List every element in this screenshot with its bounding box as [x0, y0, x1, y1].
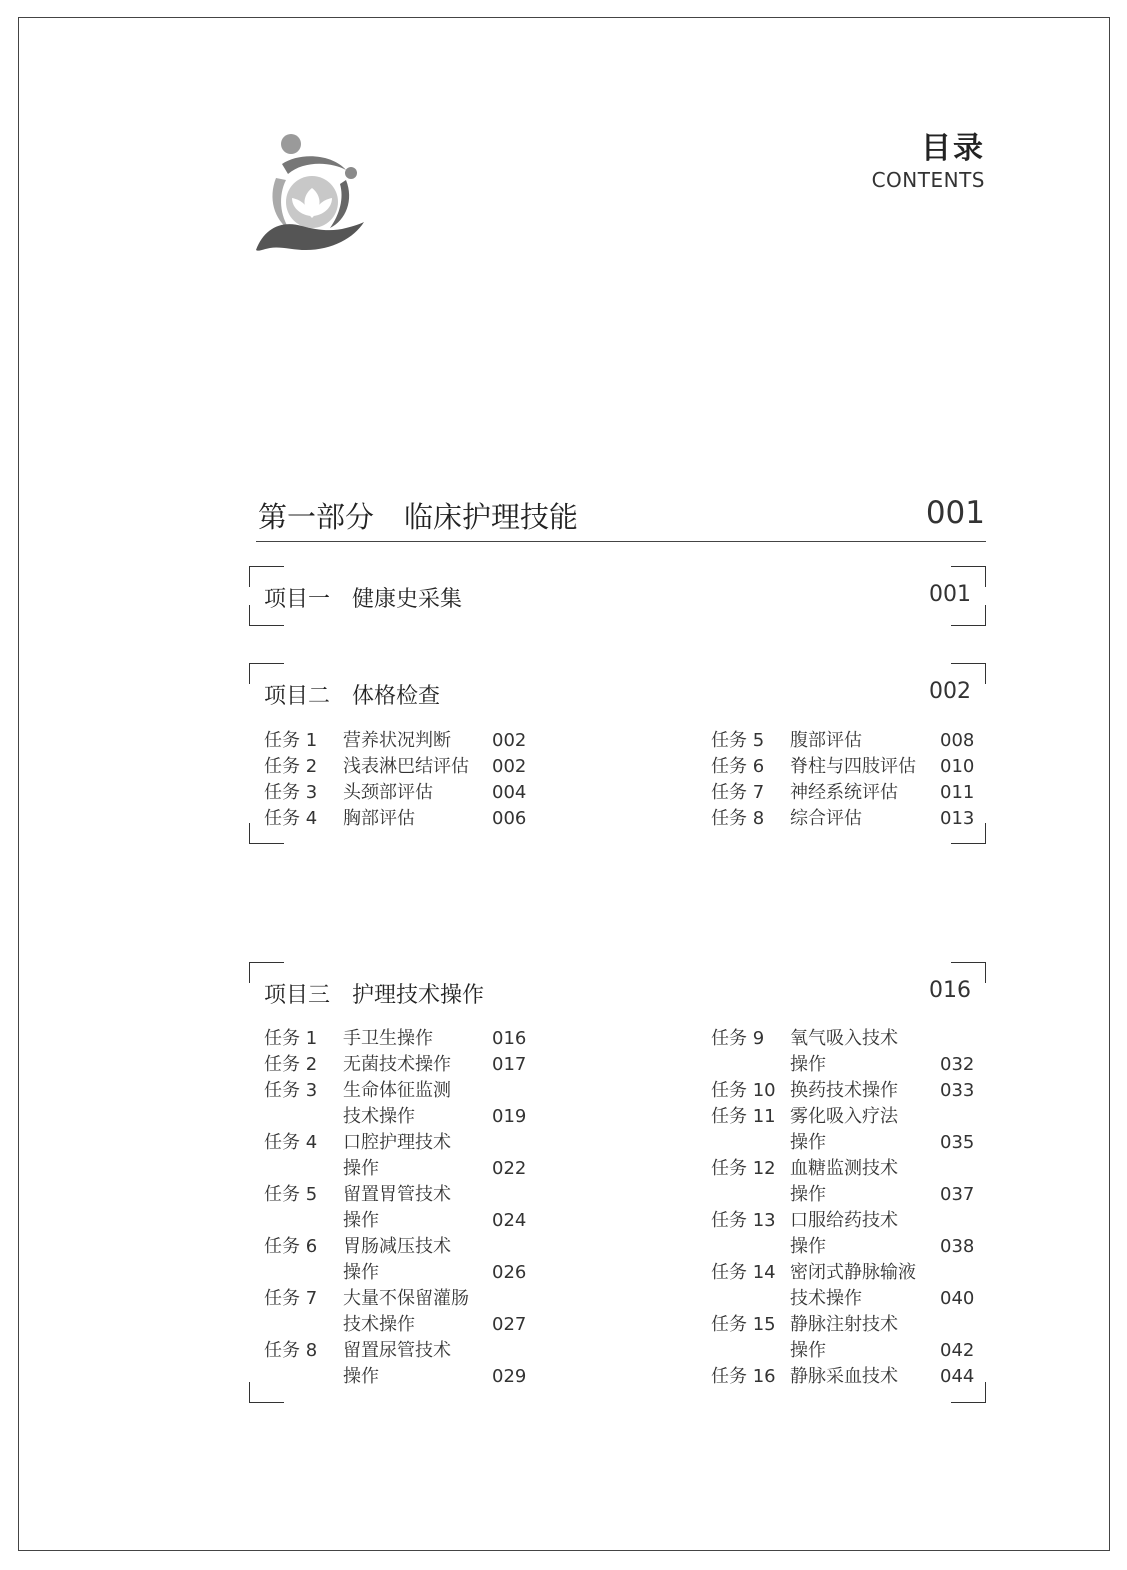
task-page: 033: [940, 1080, 975, 1101]
task-name: 营养状况判断: [343, 730, 451, 751]
task-page: 011: [940, 782, 975, 803]
task-page: 016: [492, 1028, 527, 1049]
task-name: 雾化吸入疗法: [790, 1106, 898, 1127]
part-title: [258, 495, 578, 536]
task-name: 操作: [790, 1184, 826, 1205]
project-3-title[interactable]: [264, 978, 484, 1009]
task-name: 胃肠减压技术: [343, 1236, 451, 1257]
task-name: 无菌技术操作: [343, 1054, 451, 1075]
contents-subtitle: CONTENTS: [871, 168, 985, 192]
task-name: 技术操作: [790, 1288, 862, 1309]
task-name: 神经系统评估: [790, 782, 898, 803]
task-name: 操作: [790, 1132, 826, 1153]
task-page: 006: [492, 808, 527, 829]
task-name: 手卫生操作: [343, 1028, 433, 1049]
bracket-corner: [249, 1382, 284, 1403]
task-label: 任务 13: [711, 1210, 776, 1231]
task-page: 027: [492, 1314, 527, 1335]
task-page: 013: [940, 808, 975, 829]
task-label: 任务 8: [264, 1340, 318, 1361]
task-label: 任务 1: [264, 1028, 318, 1049]
task-name: 操作: [343, 1210, 379, 1231]
task-page: 037: [940, 1184, 975, 1205]
task-name: 留置尿管技术: [343, 1340, 451, 1361]
bracket-corner: [951, 605, 986, 626]
task-label: 任务 2: [264, 756, 318, 777]
project-number: 项目三: [264, 983, 331, 1008]
task-page: 008: [940, 730, 975, 751]
task-label: 任务 5: [264, 1184, 318, 1205]
task-name: 技术操作: [343, 1106, 415, 1127]
task-page: 010: [940, 756, 975, 777]
task-label: 任务 2: [264, 1054, 318, 1075]
project-1-page: 001: [929, 582, 971, 607]
contents-header: [872, 130, 985, 192]
task-label: 任务 15: [711, 1314, 776, 1335]
project-3-page: 016: [929, 978, 971, 1003]
task-name: 操作: [343, 1366, 379, 1387]
task-name: 操作: [790, 1054, 826, 1075]
task-name: 口服给药技术: [790, 1210, 898, 1231]
task-label: 任务 3: [264, 1080, 318, 1101]
task-name: 换药技术操作: [790, 1080, 898, 1101]
task-label: 任务 7: [264, 1288, 318, 1309]
task-name: 密闭式静脉输液: [790, 1262, 916, 1283]
task-label: 任务 6: [264, 1236, 318, 1257]
page-frame-top: [18, 17, 1110, 18]
task-label: 任务 6: [711, 756, 765, 777]
task-page: 022: [492, 1158, 527, 1179]
task-label: 任务 10: [711, 1080, 776, 1101]
task-page: 042: [940, 1340, 975, 1361]
project-number: 项目一: [264, 587, 331, 612]
task-name: 浅表淋巴结评估: [343, 756, 469, 777]
task-name: 静脉采血技术: [790, 1366, 898, 1387]
project-2-page: 002: [929, 679, 971, 704]
part-page-number: 001: [925, 495, 985, 531]
task-label: 任务 11: [711, 1106, 776, 1127]
task-name: 氧气吸入技术: [790, 1028, 898, 1049]
task-label: 任务 3: [264, 782, 318, 803]
task-page: 004: [492, 782, 527, 803]
task-label: 任务 9: [711, 1028, 765, 1049]
task-label: 任务 5: [711, 730, 765, 751]
task-page: 026: [492, 1262, 527, 1283]
task-name: 操作: [790, 1236, 826, 1257]
contents-title: 目录: [921, 131, 985, 166]
task-name: 操作: [343, 1158, 379, 1179]
task-page: 029: [492, 1366, 527, 1387]
task-name: 技术操作: [343, 1314, 415, 1335]
task-page: 024: [492, 1210, 527, 1231]
task-page: 017: [492, 1054, 527, 1075]
task-label: 任务 12: [711, 1158, 776, 1179]
task-name: 操作: [790, 1340, 826, 1361]
project-name: 健康史采集: [352, 587, 463, 612]
task-name: 留置胃管技术: [343, 1184, 451, 1205]
task-name: 口腔护理技术: [343, 1132, 451, 1153]
part-heading[interactable]: [258, 495, 985, 539]
project-name: 体格检查: [352, 684, 441, 709]
task-label: 任务 4: [264, 1132, 318, 1153]
task-name: 生命体征监测: [343, 1080, 451, 1101]
task-label: 任务 1: [264, 730, 318, 751]
task-page: 019: [492, 1106, 527, 1127]
care-logo-icon: [250, 128, 370, 258]
project-1-title[interactable]: [264, 582, 462, 613]
task-page: 035: [940, 1132, 975, 1153]
task-name: 大量不保留灌肠: [343, 1288, 469, 1309]
task-name: 静脉注射技术: [790, 1314, 898, 1335]
task-name: 操作: [343, 1262, 379, 1283]
task-page: 002: [492, 730, 527, 751]
part-number: 第一部分: [258, 500, 375, 534]
task-label: 任务 14: [711, 1262, 776, 1283]
task-name: 血糖监测技术: [790, 1158, 898, 1179]
page-frame-bottom: [18, 1550, 1110, 1551]
task-label: 任务 4: [264, 808, 318, 829]
task-label: 任务 8: [711, 808, 765, 829]
task-name: 综合评估: [790, 808, 862, 829]
task-page: 038: [940, 1236, 975, 1257]
page-frame-right: [1109, 17, 1110, 1551]
task-page: 002: [492, 756, 527, 777]
task-page: 040: [940, 1288, 975, 1309]
task-page: 044: [940, 1366, 975, 1387]
task-name: 胸部评估: [343, 808, 415, 829]
task-name: 腹部评估: [790, 730, 862, 751]
task-page: 032: [940, 1054, 975, 1075]
task-label: 任务 16: [711, 1366, 776, 1387]
page-frame-left: [18, 17, 19, 1550]
project-2-title[interactable]: [264, 679, 440, 710]
project-number: 项目二: [264, 684, 331, 709]
task-name: 脊柱与四肢评估: [790, 756, 916, 777]
task-label: 任务 7: [711, 782, 765, 803]
part-name: 临床护理技能: [404, 500, 579, 534]
project-name: 护理技术操作: [352, 983, 485, 1008]
part-divider: [256, 541, 986, 542]
task-name: 头颈部评估: [343, 782, 433, 803]
